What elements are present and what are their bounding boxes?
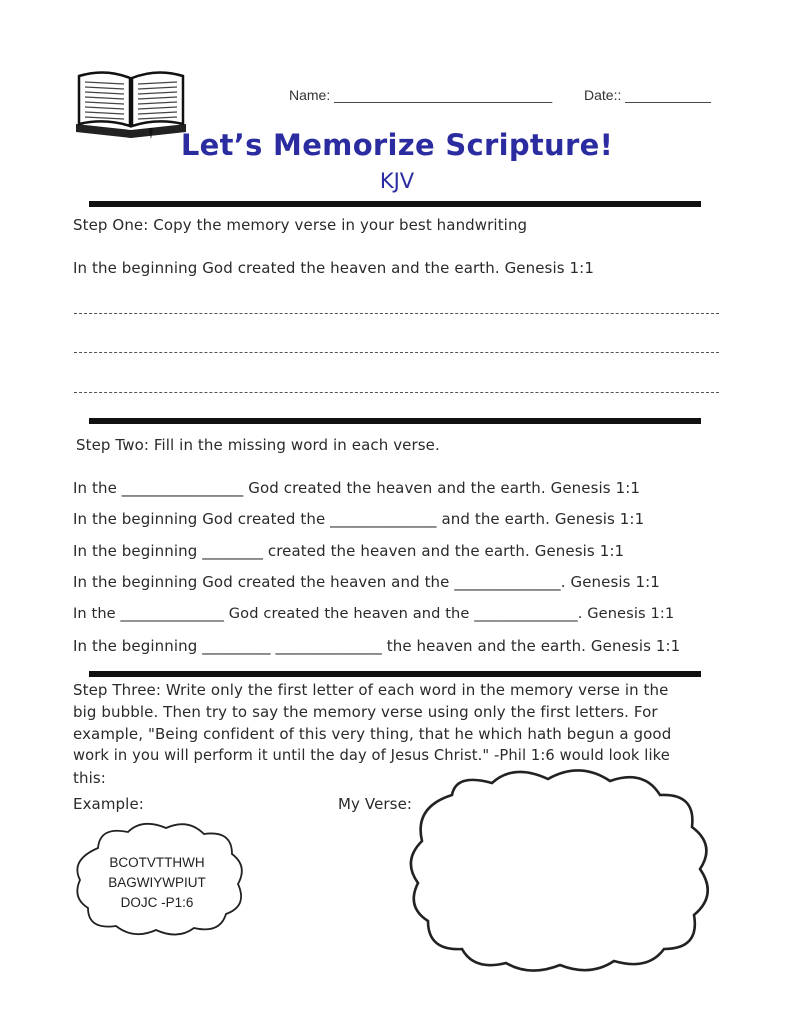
example-letters-line: BAGWIYWPIUT bbox=[108, 875, 206, 890]
page-subtitle: KJV bbox=[379, 169, 415, 193]
step-three-line: big bubble. Then try to say the memory verse using only the first letters. For bbox=[73, 703, 658, 721]
writing-line-3[interactable] bbox=[74, 392, 719, 393]
writing-line-1[interactable] bbox=[74, 313, 719, 314]
step-three-line: work in you will perform it until the day of Jesus Christ." -Phil 1:6 would look like bbox=[73, 747, 670, 764]
step-two-instruction: Step Two: Fill in the missing word in each verse. bbox=[76, 436, 440, 454]
section-divider-2 bbox=[89, 418, 701, 424]
date-field-label: Date:: ___________ bbox=[584, 87, 711, 103]
fill-in-line: In the beginning God created the ______________ and the earth. Genesis 1:1 bbox=[73, 510, 645, 528]
example-cloud-text bbox=[82, 853, 232, 913]
fill-in-line: In the beginning _________ ______________ the heaven and the earth. Genesis 1:1 bbox=[73, 637, 681, 655]
my-verse-bubble[interactable] bbox=[404, 765, 720, 975]
page-title: Let’s Memorize Scripture! bbox=[180, 128, 614, 162]
writing-line-2[interactable] bbox=[74, 352, 719, 353]
step-one-verse: In the beginning God created the heaven and the earth. Genesis 1:1 bbox=[73, 259, 594, 277]
step-three-line: this: bbox=[73, 769, 106, 787]
fill-in-line: In the ________________ God created the heaven and the earth. Genesis 1:1 bbox=[73, 479, 641, 497]
example-letters-line: DOJC -P1:6 bbox=[120, 895, 194, 910]
fill-in-line: In the beginning ________ created the heaven and the earth. Genesis 1:1 bbox=[73, 542, 625, 560]
fill-in-line: In the beginning God created the heaven and the ______________. Genesis 1:1 bbox=[73, 573, 660, 591]
section-divider-3 bbox=[89, 671, 701, 677]
example-letters-line: BCOTVTTHWH bbox=[109, 855, 205, 870]
step-three-line: example, "Being confident of this very thing, that he which hath begun a good bbox=[73, 725, 672, 743]
step-three-line: Step Three: Write only the first letter of each word in the memory verse in the bbox=[73, 681, 669, 699]
fill-in-line: In the ______________ God created the heaven and the ______________. Genesis 1:1 bbox=[73, 605, 675, 622]
section-divider-1 bbox=[89, 201, 701, 207]
name-field-label: Name: ____________________________ bbox=[289, 87, 553, 103]
step-one-instruction: Step One: Copy the memory verse in your best handwriting bbox=[73, 216, 528, 234]
my-verse-label: My Verse: bbox=[338, 795, 413, 813]
example-label: Example: bbox=[73, 795, 144, 813]
